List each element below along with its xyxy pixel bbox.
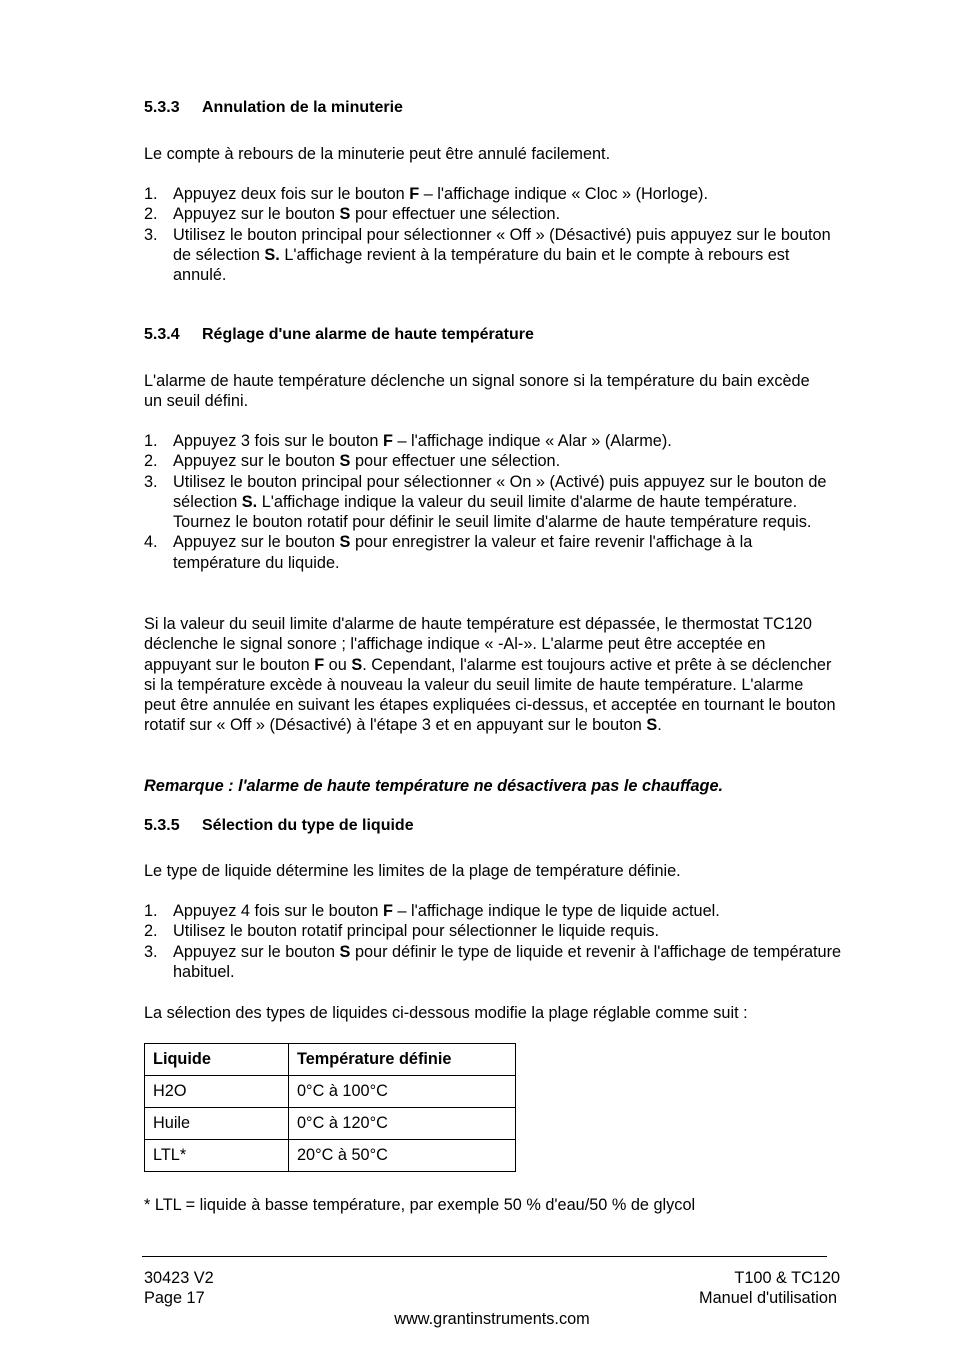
section-title: Annulation de la minuterie xyxy=(202,99,403,116)
section-533-intro: Le compte à rebours de la minuterie peut être annulé facilement. xyxy=(144,145,611,163)
list-item: 3. Utilisez le bouton principal pour sélectionner « On » (Activé) puis appuyez sur le bouton de sélection S. L'affichage indique la valeur du seuil limite d'alarme de haute température. Tournez le bouton rotatif pour définir le seuil limite d'alarme de haute température requis. xyxy=(144,472,827,532)
list-item: 1. Appuyez 3 fois sur le bouton F – l'affichage indique « Alar » (Alarme). xyxy=(144,432,672,450)
list-item: 3. Utilisez le bouton principal pour sélectionner « Off » (Désactivé) puis appuyez sur le bouton de sélection S. L'affichage revient à la température du bain et le compte à rebours est annulé. xyxy=(144,225,831,285)
section-534-alarm-paragraph: Si la valeur du seuil limite d'alarme de haute température est dépassée, le thermostat TC120 déclenche le signal sonore ; l'affichage indique « -Al-». L'alarme peut être acceptée en appuyant sur le bouton F ou S. Cependant, l'alarme est toujours active et prête à se déclencher si la température excède à nouveau la valeur du seuil limite de haute température. L'alarme peut être annulée en suivant les étapes expliquées ci-dessus, et acceptée en tournant le bouton rotatif sur « Off » (Désactivé) à l'étape 3 et en appuyant sur le bouton S. xyxy=(144,615,836,735)
section-number: 5.3.5 xyxy=(144,817,180,834)
section-heading-533 xyxy=(144,99,403,117)
table-cell: Huile xyxy=(145,1108,289,1140)
footer-divider xyxy=(142,1256,827,1257)
footer-manual-title: Manuel d'utilisation xyxy=(699,1289,837,1307)
remark-note: Remarque : l'alarme de haute température ne désactivera pas le chauffage. xyxy=(144,777,724,795)
list-item: 3. Appuyez sur le bouton S pour définir le type de liquide et revenir à l'affichage de température habituel. xyxy=(144,942,842,981)
section-heading-534 xyxy=(144,326,534,344)
table-cell: 20°C à 50°C xyxy=(289,1140,516,1172)
table-header-cell: Température définie xyxy=(289,1044,516,1076)
list-item: 2. Appuyez sur le bouton S pour effectuer une sélection. xyxy=(144,452,561,471)
list-item: 4. Appuyez sur le bouton S pour enregistrer la valeur et faire revenir l'affichage à la température du liquide. xyxy=(144,533,753,572)
table-row xyxy=(145,1108,516,1140)
table-header-cell: Liquide xyxy=(145,1044,289,1076)
table-cell: H2O xyxy=(145,1076,289,1108)
section-534-intro: L'alarme de haute température déclenche un signal sonore si la température du bain excède un seuil défini. xyxy=(144,372,810,411)
table-cell: 0°C à 120°C xyxy=(289,1108,516,1140)
liquid-type-table xyxy=(144,1043,516,1172)
table-cell: 0°C à 100°C xyxy=(289,1076,516,1108)
list-item: 1. Appuyez 4 fois sur le bouton F – l'affichage indique le type de liquide actuel. xyxy=(144,902,720,920)
section-533-steps xyxy=(144,184,844,285)
section-number: 5.3.3 xyxy=(144,99,180,116)
table-row xyxy=(145,1140,516,1172)
list-item: 2. Utilisez le bouton rotatif principal pour sélectionner le liquide requis. xyxy=(144,922,659,941)
footer-website: www.grantinstruments.com xyxy=(394,1310,590,1328)
section-heading-535 xyxy=(144,817,414,835)
table-cell: LTL* xyxy=(145,1140,289,1172)
list-item: 2. Appuyez sur le bouton S pour effectuer une sélection. xyxy=(144,205,561,224)
section-535-intro: Le type de liquide détermine les limites de la plage de température définie. xyxy=(144,862,681,880)
section-title: Sélection du type de liquide xyxy=(202,817,414,834)
section-title: Réglage d'une alarme de haute température xyxy=(202,326,534,343)
table-intro: La sélection des types de liquides ci-dessous modifie la plage réglable comme suit : xyxy=(144,1004,748,1022)
footnote: * LTL = liquide à basse température, par exemple 50 % d'eau/50 % de glycol xyxy=(144,1196,696,1214)
table-row xyxy=(145,1076,516,1108)
table-header-row xyxy=(145,1044,516,1076)
footer-models: T100 & TC120 xyxy=(734,1269,840,1287)
section-534-steps xyxy=(144,431,844,573)
section-535-steps xyxy=(144,901,844,982)
footer-doc-number: 30423 V2 xyxy=(144,1269,214,1287)
footer-page-number: Page 17 xyxy=(144,1289,205,1307)
section-number: 5.3.4 xyxy=(144,326,180,343)
list-item: 1. Appuyez deux fois sur le bouton F – l'affichage indique « Cloc » (Horloge). xyxy=(144,185,708,203)
